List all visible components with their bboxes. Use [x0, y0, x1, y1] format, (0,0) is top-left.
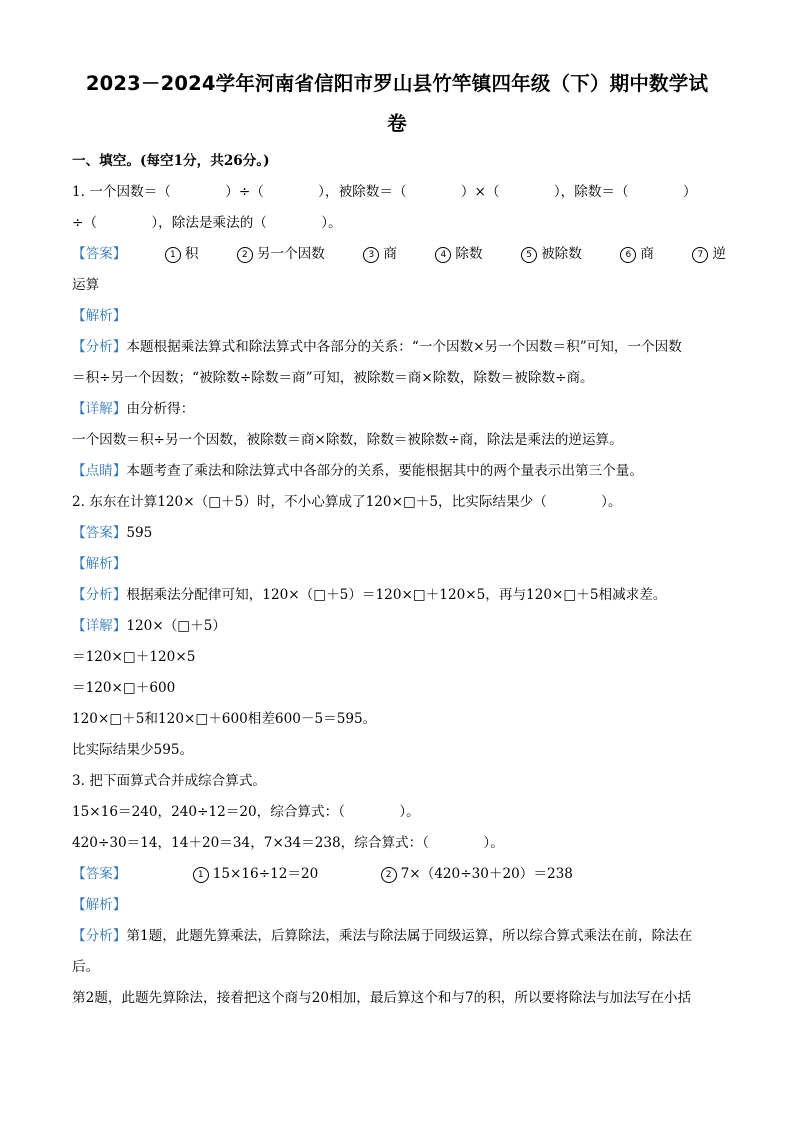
dianjing-label: 【点睛】	[72, 463, 127, 479]
q2-step-4: 比实际结果少595。	[72, 742, 194, 758]
fenxi-label: 【分析】	[72, 587, 127, 603]
q3-answer-2: 2 7×（420÷30＋20）＝238	[381, 866, 573, 882]
q1-answer-6: 6 商	[620, 239, 654, 270]
analysis-label: 【解析】	[72, 556, 127, 572]
q3-text-3: 第2题，此题先算除法，接着把这个商与20相加，最后算这个和与7的积，所以要将除法与加法写在小括	[72, 990, 692, 1006]
q1-fenxi-2: ＝积÷另一个因数；“被除数÷除数＝商”可知，被除数＝商×除数，除数＝被除数÷商。	[72, 370, 594, 386]
document-body	[72, 146, 726, 1014]
q3-line-2: 15×16＝240，240÷12＝20，综合算式：（ ）。	[72, 804, 420, 820]
circled-number-icon: 4	[435, 247, 451, 263]
q1-line-2: ÷（ ），除法是乘法的（ ）。	[72, 215, 342, 231]
q3-answer-1: 1 15×16÷12＝20	[193, 866, 319, 882]
q2-xiangjie: 【详解】120×（□＋5）	[72, 618, 226, 634]
circled-number-icon: 2	[237, 247, 253, 263]
analysis-label: 【解析】	[72, 308, 127, 324]
q1-line-1: 1. 一个因数＝（ ）÷（ ），被除数＝（ ）×（ ），除数＝（ ）	[72, 184, 697, 200]
q2-fenxi: 【分析】根据乘法分配律可知，120×（□＋5）＝120×□＋120×5，再与120×□＋5相减求差。	[72, 587, 667, 603]
xiangjie-label: 【详解】	[72, 401, 127, 417]
answer-label: 【答案】	[72, 246, 127, 262]
q1-answer-row	[72, 239, 726, 270]
fenxi-label: 【分析】	[72, 339, 127, 355]
q2-answer-row	[72, 518, 726, 549]
q3-fenxi-2: 后。	[72, 959, 100, 975]
q1-fenxi-1: 【分析】本题根据乘法算式和除法算式中各部分的关系：“一个因数×另一个因数＝积”可知，一个因数	[72, 339, 682, 355]
circled-number-icon: 2	[381, 867, 397, 883]
section-heading: 一、填空。(每空1分，共26分。)	[72, 153, 270, 169]
q3-answer-row	[72, 859, 726, 890]
answer-label: 【答案】	[72, 866, 127, 882]
q1-xiangjie-1: 【详解】由分析得：	[72, 401, 195, 417]
q1-dianjing: 【点睛】本题考查了乘法和除法算式中各部分的关系，要能根据其中的两个量表示出第三个量。	[72, 463, 643, 479]
q1-answer-5: 5 被除数	[521, 239, 582, 270]
q2-step-1: ＝120×□＋120×5	[72, 649, 196, 665]
q1-answer-3: 3 商	[363, 239, 397, 270]
analysis-label: 【解析】	[72, 897, 127, 913]
q2-answer: 595	[126, 525, 153, 541]
q3-fenxi-1: 【分析】第1题，此题先算乘法，后算除法，乘法与除法属于同级运算，所以综合算式乘法在前，除法在	[72, 928, 693, 944]
q2-line-1: 2. 东东在计算120×（□＋5）时，不小心算成了120×□＋5，比实际结果少（ ）。	[72, 494, 622, 510]
answer-label: 【答案】	[72, 525, 127, 541]
circled-number-icon: 1	[165, 247, 181, 263]
q2-step-2: ＝120×□＋600	[72, 680, 176, 696]
circled-number-icon: 3	[363, 247, 379, 263]
q2-step-3: 120×□＋5和120×□＋600相差600－5＝595。	[72, 711, 377, 727]
q1-answer-2: 2 另一个因数	[237, 239, 325, 270]
title-line-1: 2023－2024学年河南省信阳市罗山县竹竿镇四年级（下）期中数学试	[85, 72, 709, 95]
q3-line-1: 3. 把下面算式合并成综合算式。	[72, 773, 267, 789]
circled-number-icon: 1	[193, 867, 209, 883]
title-line-2: 卷	[387, 112, 407, 135]
fenxi-label: 【分析】	[72, 928, 127, 944]
q3-line-3: 420÷30＝14，14＋20＝34，7×34＝238，综合算式：（ ）。	[72, 835, 504, 851]
xiangjie-label: 【详解】	[72, 618, 127, 634]
circled-number-icon: 5	[521, 247, 537, 263]
q1-answer-1: 1 积	[165, 239, 199, 270]
q1-answer-7: 7 逆	[692, 239, 726, 270]
q1-answer-4: 4 除数	[435, 239, 482, 270]
circled-number-icon: 6	[620, 247, 636, 263]
q1-xiangjie-2: 一个因数＝积÷另一个因数，被除数＝商×除数，除数＝被除数÷商，除法是乘法的逆运算。	[72, 432, 623, 448]
q1-answer-wrap: 运算	[72, 277, 100, 293]
circled-number-icon: 7	[692, 247, 708, 263]
